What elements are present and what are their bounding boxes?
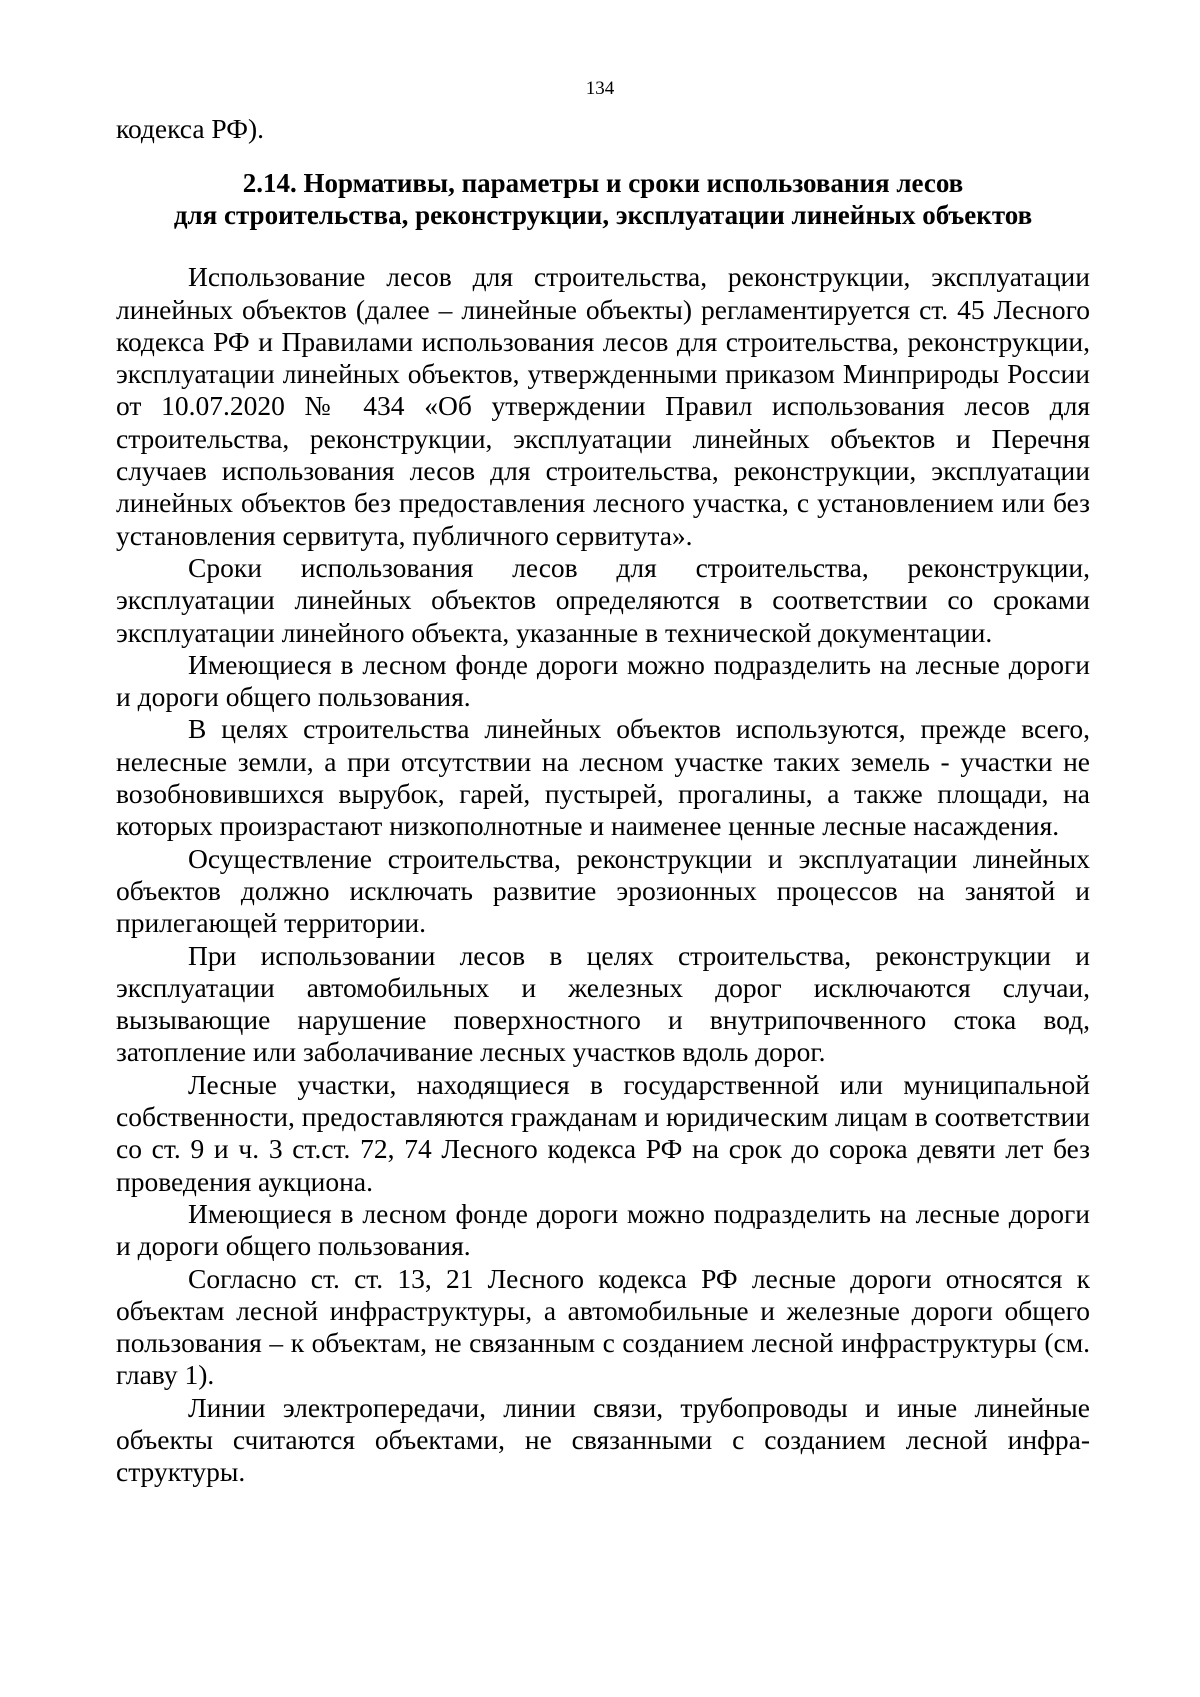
paragraph: Линии электропередачи, линии связи, трубопроводы и иные линейные объекты считаются объектами, не связанными с созданием лесной инфра-структуры. xyxy=(116,1391,1090,1488)
paragraph: В целях строительства линейных объектов используются, прежде всего, нелесные земли, а при отсутствии на лесном участке таких земель - участки не возобновившихся вырубок, гарей, пустырей, прогалины, а также площади, на которых произрастают низкополнотные и наименее ценные лесные насаждения. xyxy=(116,713,1090,842)
paragraph: Использование лесов для строительства, реконструкции, эксплуатации линейных объектов (далее – линейные объекты) регламентируется ст. 45 Лесного кодекса РФ и Правилами использования лесов для строительства, реконструкции, эксплуатации линейных объектов, утвержденными приказом Минприроды России от 10.07.2020 № 434 «Об утверждении Правил использования лесов для строительства, реконструкции, эксплуатации линейных объектов и Перечня случаев использования лесов для строительства, реконструкции, эксплуатации линейных объектов без предоставления лесного участка, с установлением или без установления сервитута, публичного сервитута». xyxy=(116,261,1090,551)
paragraph: Имеющиеся в лесном фонде дороги можно подразделить на лесные дороги и дороги общего пользования. xyxy=(116,1197,1090,1262)
section-heading-line-1: 2.14. Нормативы, параметры и сроки использования лесов xyxy=(242,168,964,199)
paragraph: Осуществление строительства, реконструкции и эксплуатации линейных объектов должно исключать развитие эрозионных процессов на занятой и прилегающей территории. xyxy=(116,842,1090,939)
section-heading-line-2: для строительства, реконструкции, эксплуатации линейных объектов xyxy=(173,200,1033,231)
paragraph: При использовании лесов в целях строительства, реконструкции и эксплуатации автомобильных и железных дорог исключаются случаи, вызывающие нарушение поверхностного и внутрипочвенного стока вод, затопление или заболачивание лесных участков вдоль дорог. xyxy=(116,939,1090,1068)
continuation-text: кодекса РФ). xyxy=(116,113,265,144)
text-column xyxy=(116,113,1090,1489)
paragraph: Согласно ст. ст. 13, 21 Лесного кодекса РФ лесные дороги относятся к объектам лесной инфраструктуры, а автомобильные и железные дороги общего пользования – к объектам, не связанным с созданием лесной инфраструктуры (см. главу 1). xyxy=(116,1262,1090,1391)
paragraph: Лесные участки, находящиеся в государственной или муниципальной собственности, предоставляются гражданам и юридическим лицам в соответствии со ст. 9 и ч. 3 ст.ст. 72, 74 Лесного кодекса РФ на срок до сорока девяти лет без проведения аукциона. xyxy=(116,1068,1090,1197)
paragraph: Имеющиеся в лесном фонде дороги можно подразделить на лесные дороги и дороги общего пользования. xyxy=(116,648,1090,713)
section-heading xyxy=(116,167,1090,231)
page-number: 134 xyxy=(585,78,615,99)
paragraph: Сроки использования лесов для строительства, реконструкции, эксплуатации линейных объектов определяются в соответствии со сроками эксплуатации линейного объекта, указанные в технической документации. xyxy=(116,551,1090,648)
